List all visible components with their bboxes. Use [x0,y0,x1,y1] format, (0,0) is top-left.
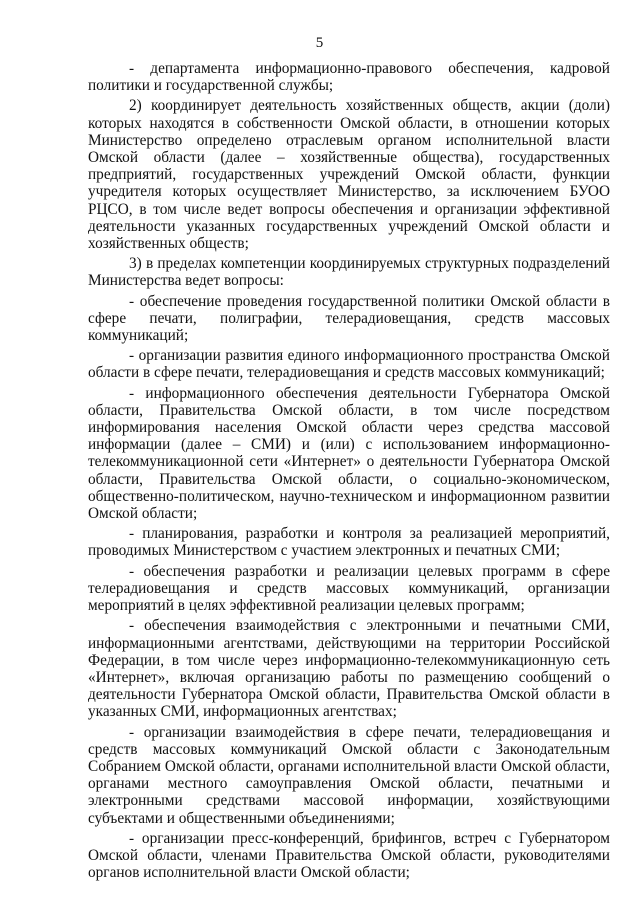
page-number: 5 [315,35,324,51]
document-body [88,60,610,881]
paragraph-target-programs: - обеспечения разработки и реализации целевых программ в сфере телерадиовещания и средств массовых коммуникаций, организации мероприятий в целях эффективной реализации целевых программ; [88,562,610,615]
paragraph-cooperation: - организации взаимодействия в сфере печати, телерадиовещания и средств массовых коммуникаций Омской области с Законодательным Собранием Омской области, органами исполнительной власти Омской области, органами местного самоуправления Омской области, печатными и электронными средствами массовой информации, хозяйствующими субъектами и общественными объединениями; [88,723,610,827]
paragraph-press-conferences: - организации пресс-конференций, брифингов, встреч с Губернатором Омской области, членами Правительства Омской области, руководителями органов исполнительной власти Омской области; [88,829,610,882]
paragraph-item-2: 2) координирует деятельность хозяйственных обществ, акции (доли) которых находятся в собственности Омской области, в отношении которых Министерство определено отраслевым органом исполнительной власти Омской области (далее – хозяйственные общества), государственных предприятий, государственных учреждений Омской области, функции учредителя которых осуществляет Министерство, за исключением БУОО РЦСО, в том числе ведет вопросы обеспечения и организации эффективной деятельности указанных государственных учреждений Омской области и хозяйственных обществ; [88,97,610,253]
paragraph-item-3: 3) в пределах компетенции координируемых структурных подразделений Министерства ведет вопросы: [88,255,610,290]
paragraph-information-support: - информационного обеспечения деятельности Губернатора Омской области, Правительства Омской области, в том числе посредством информирования населения Омской области через средства массовой информации (далее – СМИ) и (или) с использованием информационно-телекоммуникационной сети «Интернет» о деятельности Губернатора Омской области, Правительства Омской области, о социально-экономическом, общественно-политическом, научно-техническом и информационном развитии Омской области; [88,384,610,523]
paragraph-planning: - планирования, разработки и контроля за реализацией мероприятий, проводимых Министерством с участием электронных и печатных СМИ; [88,525,610,560]
paragraph-departments: - департамента информационно-правового обеспечения, кадровой политики и государственной службы; [88,60,610,95]
paragraph-state-policy: - обеспечение проведения государственной политики Омской области в сфере печати, полиграфии, телерадиовещания, средств массовых коммуникаций; [88,292,610,345]
paragraph-information-space: - организации развития единого информационного пространства Омской области в сфере печати, телерадиовещания и средств массовых коммуникаций; [88,347,610,382]
paragraph-media-interaction: - обеспечения взаимодействия с электронными и печатными СМИ, информационными агентствами, действующими на территории Российской Федерации, в том числе через информационно-телекоммуникационную сеть «Интернет», включая организацию работы по размещению сообщений о деятельности Губернатора Омской области, Правительства Омской области в указанных СМИ, информационных агентствах; [88,617,610,721]
